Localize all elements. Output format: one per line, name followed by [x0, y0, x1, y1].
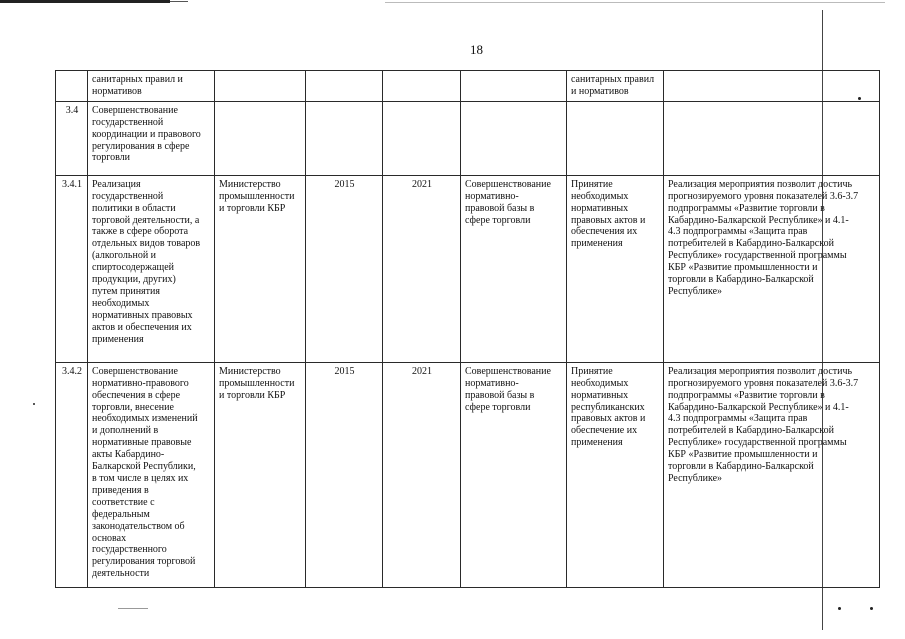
end-year-cell [383, 101, 461, 175]
executor-cell [215, 71, 306, 102]
indicator-link-cell [664, 71, 880, 102]
scan-edge-artifact [0, 0, 905, 4]
start-year-cell [306, 101, 383, 175]
direction-cell: Совершенствование нормативно- правовой базы в сфере торговли [461, 175, 567, 362]
executor-cell: Министерство промышленности и торговли КБР [215, 362, 306, 587]
start-year-cell: 2015 [306, 362, 383, 587]
table-row [56, 175, 880, 362]
scan-speck [858, 97, 861, 100]
result-cell: Принятие необходимых нормативных правовых актов и обеспечения их применения [567, 175, 664, 362]
table-row [56, 362, 880, 587]
measure-title-cell: Совершенствование нормативно-правового обеспечения в сфере торговли, внесение необходимых изменений и дополнений в нормативные правовые акты Кабардино- Балкарской Республики, в том числе в целях их приведения в соответствие с федеральным законодательством об основах государственного регулирования торговой деятельности [88, 362, 215, 587]
scan-edge-artifact [118, 608, 148, 609]
row-number-cell: 3.4.1 [56, 175, 88, 362]
scan-speck [870, 607, 873, 610]
measure-title-cell: Совершенствование государственной координации и правового регулирования в сфере торговли [88, 101, 215, 175]
start-year-cell [306, 71, 383, 102]
scan-speck [33, 403, 35, 405]
direction-cell [461, 71, 567, 102]
table-row [56, 101, 880, 175]
indicator-link-cell: Реализация мероприятия позволит достичь прогнозируемого уровня показателей 3.6-3.7 подпрограммы «Развитие торговли в Кабардино-Балкарской Республике» и 4.1- 4.3 подпрограммы «Защита прав потребителей в Кабардино-Балкарской Республике» государственной программы КБР «Развитие промышленности и торговли в Кабардино-Балкарской Республике» [664, 362, 880, 587]
measure-title-cell: санитарных правил и нормативов [88, 71, 215, 102]
measure-title-cell: Реализация государственной политики в области торговой деятельности, а также в сфере оборота отдельных видов товаров (алкогольной и спиртосодержащей продукции, других) путем принятия необходимых нормативных правовых актов и обеспечения их применения [88, 175, 215, 362]
direction-cell [461, 101, 567, 175]
result-cell: Принятие необходимых нормативных республиканских правовых актов и обеспечение их применения [567, 362, 664, 587]
indicator-link-cell [664, 101, 880, 175]
indicator-link-cell: Реализация мероприятия позволит достичь прогнозируемого уровня показателей 3.6-3.7 подпрограммы «Развитие торговли в Кабардино-Балкарской Республике» и 4.1- 4.3 подпрограммы «Защита прав потребителей в Кабардино-Балкарской Республике» государственной программы КБР «Развитие промышленности и торговли в Кабардино-Балкарской Республике» [664, 175, 880, 362]
row-number-cell: 3.4.2 [56, 362, 88, 587]
result-cell [567, 101, 664, 175]
direction-cell: Совершенствование нормативно- правовой базы в сфере торговли [461, 362, 567, 587]
result-cell: санитарных правил и нормативов [567, 71, 664, 102]
end-year-cell: 2021 [383, 175, 461, 362]
end-year-cell [383, 71, 461, 102]
measures-table [55, 70, 880, 588]
row-number-cell [56, 71, 88, 102]
table-row [56, 71, 880, 102]
start-year-cell: 2015 [306, 175, 383, 362]
scan-speck [838, 607, 841, 610]
executor-cell: Министерство промышленности и торговли КБР [215, 175, 306, 362]
executor-cell [215, 101, 306, 175]
page-number: 18 [470, 42, 483, 57]
end-year-cell: 2021 [383, 362, 461, 587]
row-number-cell: 3.4 [56, 101, 88, 175]
